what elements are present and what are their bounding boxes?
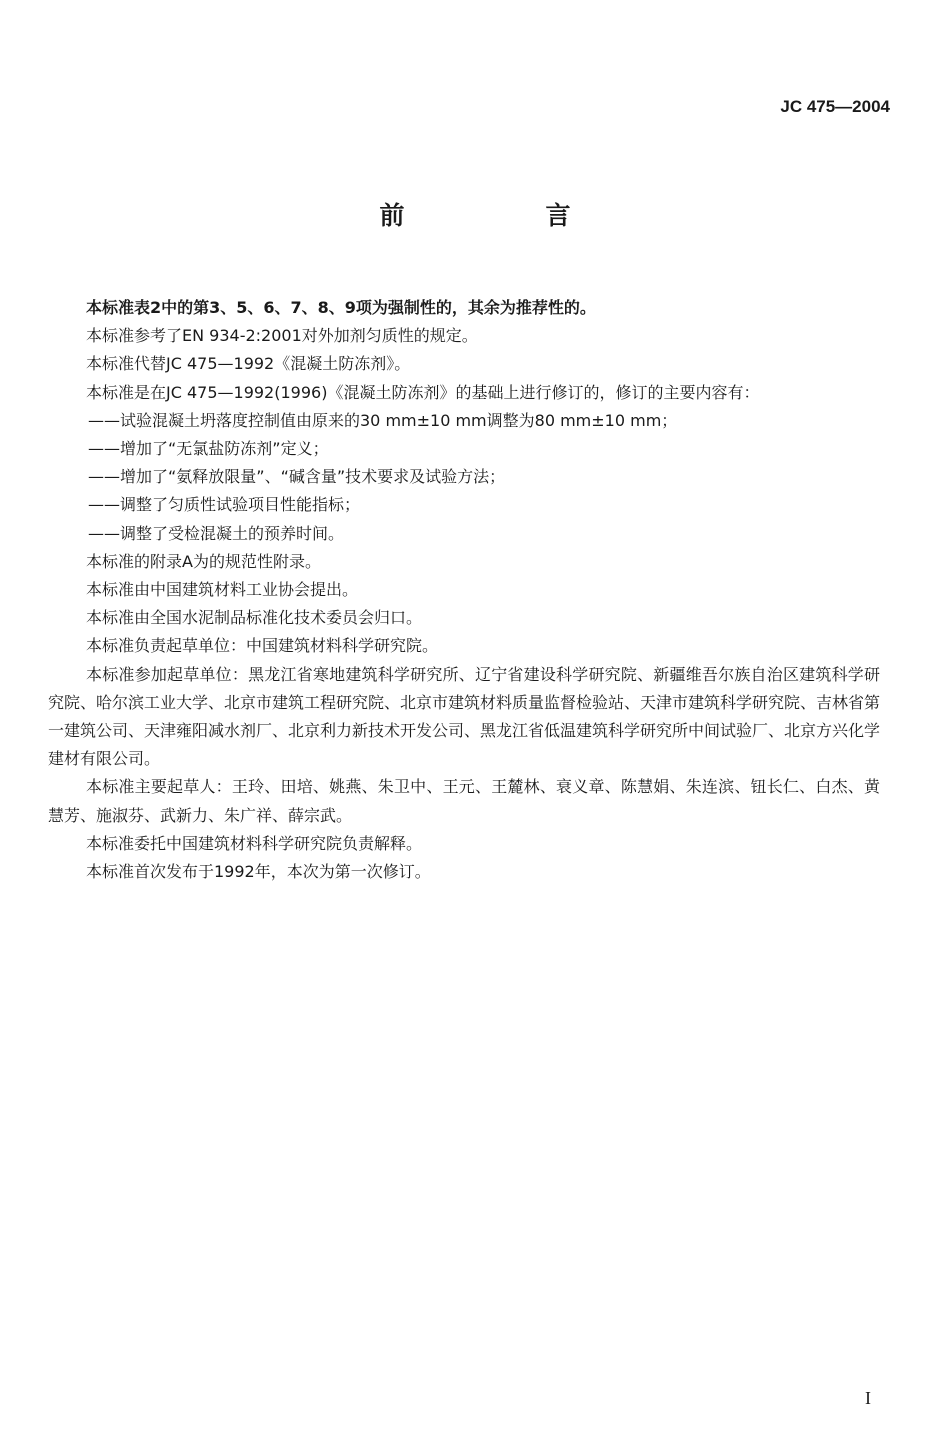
page-number: I: [865, 1388, 871, 1408]
list-item-definition: ——增加了“无氯盐防冻剂”定义；: [88, 439, 329, 459]
list-item-slump: ——试验混凝土坍落度控制值由原来的30 mm±10 mm调整为80 mm±10 mm；: [88, 410, 678, 430]
paragraph-mandatory-items: 本标准表2中的第3、5、6、7、8、9项为强制性的，其余为推荐性的。: [86, 298, 596, 317]
paragraph-first-issue: 本标准首次发布于1992年，本次为第一次修订。: [86, 862, 431, 882]
preface-body: [48, 294, 880, 886]
paragraph-appendix: 本标准的附录A为的规范性附录。: [86, 551, 321, 571]
paragraph-participating-units: 本标准参加起草单位：黑龙江省寒地建筑科学研究所、辽宁省建设科学研究院、新疆维吾尔族自治区建筑科学研究院、哈尔滨工业大学、北京市建筑工程研究院、北京市建筑材料质量监督检验站、天津市建筑科学研究院、吉林省第一建筑公司、天津雍阳减水剂厂、北京利力新技术开发公司、黑龙江省低温建筑科学研究所中间试验厂、北京方兴化学建材有限公司。: [48, 664, 881, 769]
paragraph-centralized-by: 本标准由全国水泥制品标准化技术委员会归口。: [86, 608, 423, 628]
paragraph-interpretation: 本标准委托中国建筑材料科学研究院负责解释。: [86, 833, 423, 853]
paragraph-replaces: 本标准代替JC 475—1992《混凝土防冻剂》。: [86, 354, 411, 374]
list-item-precuring: ——调整了受检混凝土的预养时间。: [88, 523, 345, 543]
list-item-requirements: ——增加了“氨释放限量”、“碱含量”技术要求及试验方法；: [88, 467, 506, 487]
page-title: 前 言: [379, 201, 629, 230]
paragraph-drafters: 本标准主要起草人：王玲、田培、姚燕、朱卫中、王元、王麓林、衰义章、陈慧娟、朱连滨、钮长仁、白杰、黄慧芳、施淑芬、武新力、朱广祥、薛宗武。: [48, 777, 880, 825]
paragraph-proposed-by: 本标准由中国建筑材料工业协会提出。: [86, 580, 359, 600]
paragraph-revision-intro: 本标准是在JC 475—1992(1996)《混凝土防冻剂》的基础上进行修订的，修订的主要内容有：: [86, 382, 760, 402]
list-item-homogeneity: ——调整了匀质性试验项目性能指标；: [88, 495, 361, 515]
paragraph-drafting-unit: 本标准负责起草单位：中国建筑材料科学研究院。: [86, 636, 439, 656]
document-code: JC 475—2004: [780, 97, 890, 116]
paragraph-reference: 本标准参考了EN 934-2:2001对外加剂匀质性的规定。: [86, 326, 478, 346]
